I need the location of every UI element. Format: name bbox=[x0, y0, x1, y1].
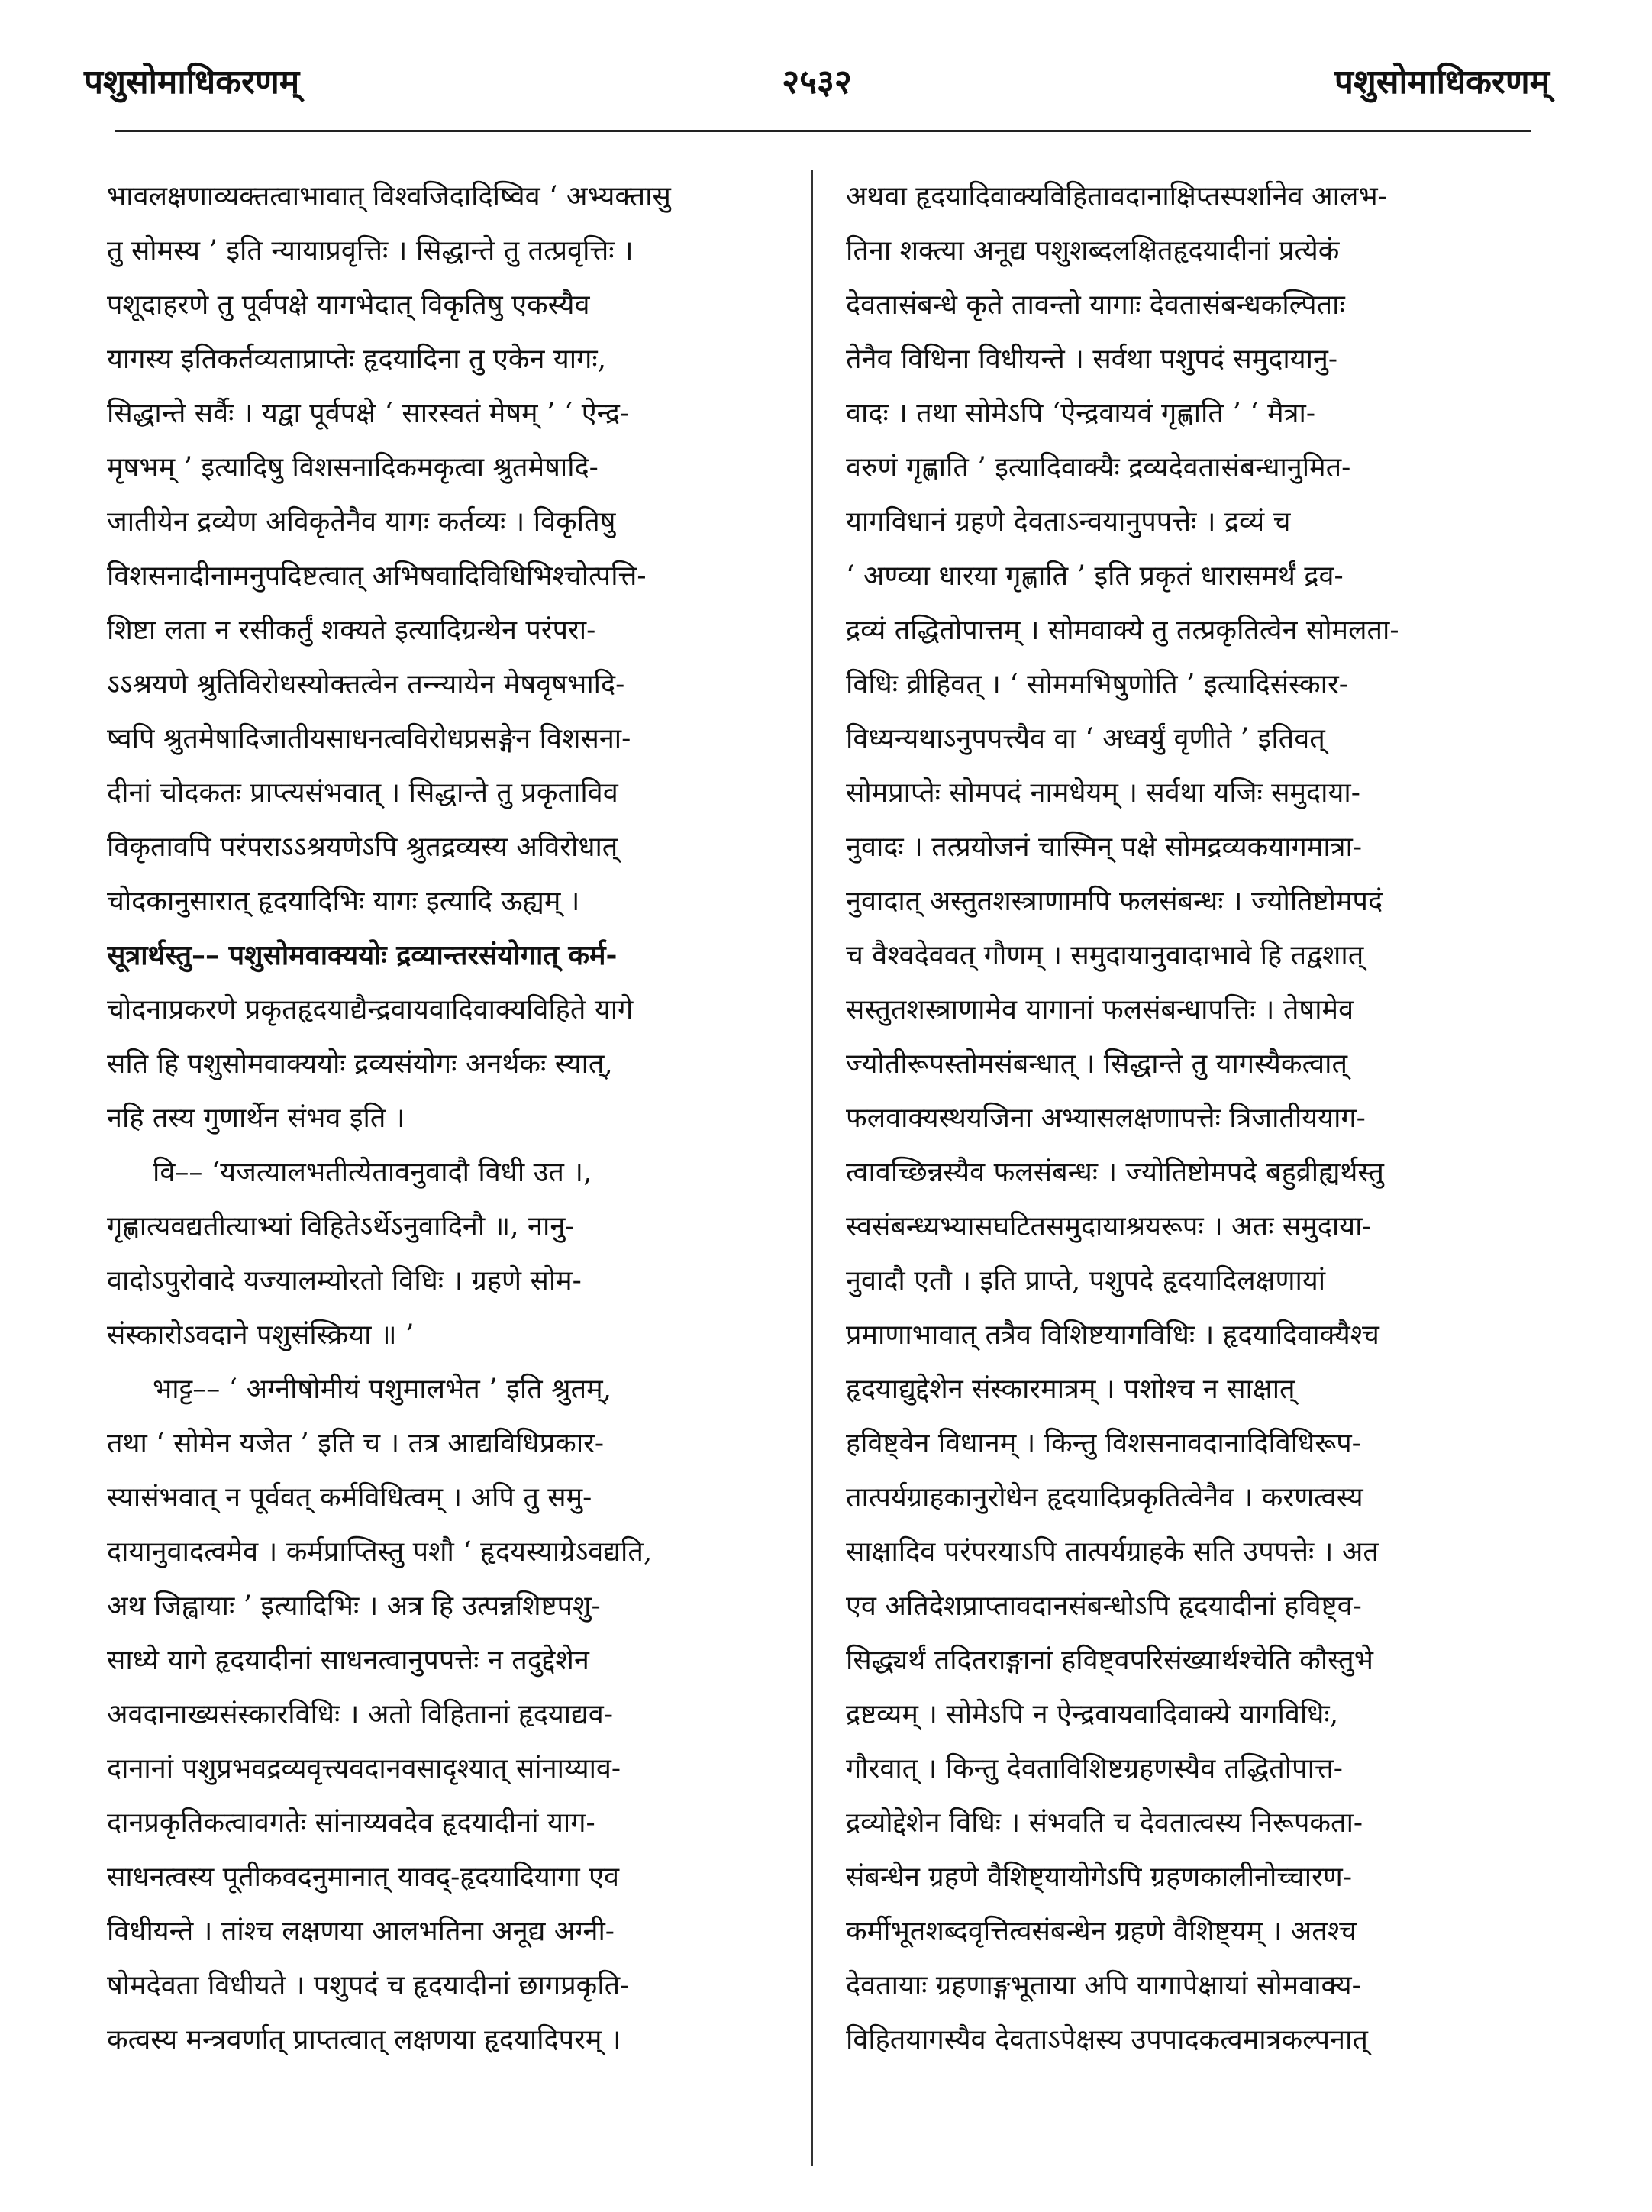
page-header bbox=[84, 57, 1550, 118]
text-line: नुवादः । तत्प्रयोजनं चास्मिन् पक्षे सोमद्रव्यकयागमात्रा- bbox=[846, 832, 1363, 863]
text-line: एव अतिदेशप्राप्तावदानसंबन्धोऽपि हृदयादीनां हविष्ट्व- bbox=[846, 1590, 1362, 1622]
text-line: साधनत्वस्य पूतीकवदनुमानात् यावद्-हृदयादियागा एव bbox=[107, 1862, 620, 1893]
text-line: गृह्णात्यवद्यतीत्याभ्यां विहितेऽर्थेऽनुवादिनौ ॥, नानु- bbox=[107, 1211, 575, 1242]
text-line: ष्वपि श्रुतमेषादिजातीयसाधनत्वविरोधप्रसङ्गेन विशसना- bbox=[107, 723, 631, 754]
text-line: सस्तुतशस्त्राणामेव यागानां फलसंबन्धापत्तिः । तेषामेव bbox=[846, 994, 1354, 1025]
text-line: सिद्ध्यर्थं तदितराङ्गानां हविष्ट्वपरिसंख्यार्थश्चेति कौस्तुभे bbox=[846, 1645, 1373, 1676]
text-line: दीनां चोदकतः प्राप्त्यसंभवात् । सिद्धान्ते तु प्रकृताविव bbox=[107, 777, 618, 809]
header-rule bbox=[115, 130, 1531, 132]
text-line: साध्ये यागे हृदयादीनां साधनत्वानुपपत्तेः न तदुद्देशेन bbox=[107, 1645, 589, 1676]
text-line: च वैश्वदेववत् गौणम् । समुदायानुवादाभावे हि तद्वशात् bbox=[846, 940, 1364, 971]
text-line: विशसनादीनामनुपदिष्टत्वात् अभिषवादिविधिभिश्चोत्पत्ति- bbox=[107, 560, 647, 592]
text-line: वरुणं गृह्णाति ’ इत्यादिवाक्यैः द्रव्यदेवतासंबन्धानुमित- bbox=[846, 452, 1351, 483]
text-line: तात्पर्यग्राहकानुरोधेन हृदयादिप्रकृतित्वेनैव । करणत्वस्य bbox=[846, 1482, 1363, 1513]
text-line: देवतायाः ग्रहणाङ्गभूताया अपि यागापेक्षायां सोमवाक्य- bbox=[846, 1970, 1361, 2001]
text-line: नुवादात् अस्तुतशस्त्राणामपि फलसंबन्धः । ज्योतिष्टोमपदं bbox=[846, 886, 1383, 917]
text-line: चोदनाप्रकरणे प्रकृतहृदयाद्यैन्द्रवायवादिवाक्यविहिते यागे bbox=[107, 994, 634, 1025]
text-line: प्रमाणाभावात् तत्रैव विशिष्टयागविधिः । हृदयादिवाक्यैश्च bbox=[846, 1319, 1379, 1351]
text-line: साक्षादिव परंपरयाऽपि तात्पर्यग्राहके सति उपपत्तेः । अत bbox=[846, 1536, 1379, 1568]
text-line: स्यासंभवात् न पूर्ववत् कर्मविधित्वम् । अपि तु समु- bbox=[107, 1482, 592, 1513]
text-line: नुवादौ एतौ । इति प्राप्ते, पशुपदे हृदयादिलक्षणायां bbox=[846, 1265, 1326, 1297]
text-line: जातीयेन द्रव्येण अविकृतेनैव यागः कर्तव्यः । विकृतिषु bbox=[107, 506, 616, 538]
text-line: संस्कारोऽवदाने पशुसंस्क्रिया ॥ ’ bbox=[107, 1319, 415, 1351]
text-line: सोमप्राप्तेः सोमपदं नामधेयम् । सर्वथा यजिः समुदाया- bbox=[846, 777, 1360, 809]
text-line: द्रव्योद्देशेन विधिः । संभवति च देवतात्वस्य निरूपकता- bbox=[846, 1807, 1363, 1839]
text-line: दानानां पशुप्रभवद्रव्यवृत्त्यवदानवसादृश्यात् सांनाय्याव- bbox=[107, 1753, 621, 1784]
running-title-right: पशुसोमाधिकरणम् bbox=[1334, 63, 1550, 102]
text-line: भावलक्षणाव्यक्तत्वाभावात् विश्वजिदादिष्विव ‘ अभ्यक्तासु bbox=[107, 181, 671, 212]
text-line: विकृतावपि परंपराऽऽश्रयणेऽपि श्रुतद्रव्यस्य अविरोधात् bbox=[107, 832, 618, 863]
text-line: विधीयन्ते । तांश्च लक्षणया आलभतिना अनूद्य अग्नी- bbox=[107, 1916, 615, 1947]
text-line: देवतासंबन्धे कृते तावन्तो यागाः देवतासंबन्धकल्पिताः bbox=[846, 289, 1345, 321]
text-line: शिष्टा लता न रसीकर्तुं शक्यते इत्यादिग्रन्थेन परंपरा- bbox=[107, 615, 596, 646]
text-line: तथा ‘ सोमेन यजेत ’ इति च । तत्र आद्यविधिप्रकार- bbox=[107, 1428, 605, 1459]
text-line: वादः । तथा सोमेऽपि ‘ऐन्द्रवायवं गृह्णाति ’ ‘ मैत्रा- bbox=[846, 398, 1316, 429]
text-line: कर्मीभूतशब्दवृत्तित्वसंबन्धेन ग्रहणे वैशिष्ट्यम् । अतश्च bbox=[846, 1916, 1357, 1947]
text-line: पशूदाहरणे तु पूर्वपक्षे यागभेदात् विकृतिषु एकस्यैव bbox=[107, 289, 590, 321]
text-line: दानप्रकृतिकत्वावगतेः सांनाय्यवदेव हृदयादीनां याग- bbox=[107, 1807, 595, 1839]
text-line: विधिः व्रीहिवत् । ‘ सोममभिषुणोति ’ इत्यादिसंस्कार- bbox=[846, 669, 1348, 700]
text-line: ‘ अण्व्या धारया गृह्णाति ’ इति प्रकृतं धारासमर्थं द्रव- bbox=[846, 560, 1344, 592]
text-line: हृदयाद्युद्देशेन संस्कारमात्रम् । पशोश्च न साक्षात् bbox=[846, 1374, 1295, 1405]
left-column bbox=[107, 170, 788, 2170]
text-line: विहितयागस्यैव देवताऽपेक्षस्य उपपादकत्वमात्रकल्पनात् bbox=[846, 2024, 1368, 2055]
text-line: ज्योतीरूपस्तोमसंबन्धात् । सिद्धान्ते तु यागस्यैकत्वात् bbox=[846, 1048, 1347, 1080]
text-line: द्रष्टव्यम् । सोमेऽपि न ऐन्द्रवायवादिवाक्ये यागविधिः, bbox=[846, 1699, 1339, 1730]
text-line: अथ जिह्वायाः ’ इत्यादिभिः । अत्र हि उत्पन्नशिष्टपशु- bbox=[107, 1590, 601, 1622]
text-line: वादोऽपुरोवादे यज्यालम्योरतो विधिः । ग्रहणे सोम- bbox=[107, 1265, 582, 1297]
section-heading-sutrartha: सूत्रार्थस्तु–– पशुसोमवाक्ययोः द्रव्यान्तरसंयोगात् कर्म- bbox=[107, 939, 618, 971]
text-line: स्वसंबन्ध्यभ्यासघटितसमुदायाश्रयरूपः । अतः समुदाया- bbox=[846, 1211, 1372, 1242]
text-line: संबन्धेन ग्रहणे वैशिष्ट्यायोगेऽपि ग्रहणकालीनोच्चारण- bbox=[846, 1862, 1352, 1893]
text-line: कत्वस्य मन्त्रवर्णात् प्राप्तत्वात् लक्षणया हृदयादिपरम् । bbox=[107, 2024, 621, 2055]
text-line: गौरवात् । किन्तु देवताविशिष्टग्रहणस्यैव तद्धितोपात्त- bbox=[846, 1753, 1343, 1784]
text-line: यागस्य इतिकर्तव्यताप्राप्तेः हृदयादिना तु एकेन यागः, bbox=[107, 344, 607, 375]
text-line: तु सोमस्य ’ इति न्यायाप्रवृत्तिः । सिद्धान्ते तु तत्प्रवृत्तिः । bbox=[107, 235, 634, 266]
section-heading-vi: वि–– ‘यजत्यालभतीत्येतावनुवादौ विधी उत ।, bbox=[153, 1157, 592, 1188]
text-line: तेनैव विधिना विधीयन्ते । सर्वथा पशुपदं समुदायानु- bbox=[846, 344, 1338, 375]
text-line: हविष्ट्वेन विधानम् । किन्तु विशसनावदानादिविधिरूप- bbox=[846, 1428, 1361, 1459]
text-line: यागविधानं ग्रहणे देवताऽन्वयानुपपत्तेः । द्रव्यं च bbox=[846, 506, 1291, 538]
text-line: सिद्धान्ते सर्वैः । यद्वा पूर्वपक्षे ‘ सारस्वतं मेषम् ’ ‘ ऐन्द्र- bbox=[107, 398, 630, 429]
page-number: २५३२ bbox=[782, 63, 852, 102]
column-divider bbox=[811, 170, 813, 2166]
text-line: फलवाक्यस्थयजिना अभ्यासलक्षणापत्तेः त्रिजातीययाग- bbox=[846, 1103, 1366, 1134]
text-line: द्रव्यं तद्धितोपात्तम् । सोमवाक्ये तु तत्प्रकृतित्वेन सोमलता- bbox=[846, 615, 1399, 646]
right-column bbox=[846, 170, 1563, 2170]
text-line: अथवा हृदयादिवाक्यविहितावदानाक्षिप्तस्पर्शानेव आलभ- bbox=[846, 181, 1387, 212]
section-heading-bhatta: भाट्ट–– ‘ अग्नीषोमीयं पशुमालभेत ’ इति श्रुतम्, bbox=[153, 1374, 612, 1405]
text-line: ऽऽश्रयणे श्रुतिविरोधस्योक्तत्वेन तन्न्यायेन मेषवृषभादि- bbox=[107, 669, 625, 700]
text-line: सति हि पशुसोमवाक्ययोः द्रव्यसंयोगः अनर्थकः स्यात्, bbox=[107, 1048, 613, 1080]
text-line: नहि तस्य गुणार्थेन संभव इति । bbox=[107, 1103, 405, 1134]
text-line: अवदानाख्यसंस्कारविधिः । अतो विहितानां हृदयाद्यव- bbox=[107, 1699, 613, 1730]
text-line: विध्यन्यथाऽनुपपत्त्यैव वा ‘ अध्वर्युं वृणीते ’ इतिवत् bbox=[846, 723, 1325, 754]
text-line: चोदकानुसारात् हृदयादिभिः यागः इत्यादि ऊह्यम् । bbox=[107, 886, 580, 917]
text-line: मृषभम् ’ इत्यादिषु विशसनादिकमकृत्वा श्रुतमेषादि- bbox=[107, 452, 599, 483]
text-line: दायानुवादत्वमेव । कर्मप्राप्तिस्तु पशौ ‘ हृदयस्याग्रेऽवद्यति, bbox=[107, 1536, 653, 1568]
text-line: तिना शक्त्या अनूद्य पशुशब्दलक्षितहृदयादीनां प्रत्येकं bbox=[846, 235, 1340, 266]
text-line: षोमदेवता विधीयते । पशुपदं च हृदयादीनां छागप्रकृति- bbox=[107, 1970, 630, 2001]
running-title-left: पशुसोमाधिकरणम् bbox=[84, 63, 300, 102]
text-line: त्वावच्छिन्नस्यैव फलसंबन्धः । ज्योतिष्टोमपदे बहुव्रीह्यर्थस्तु bbox=[846, 1157, 1384, 1188]
